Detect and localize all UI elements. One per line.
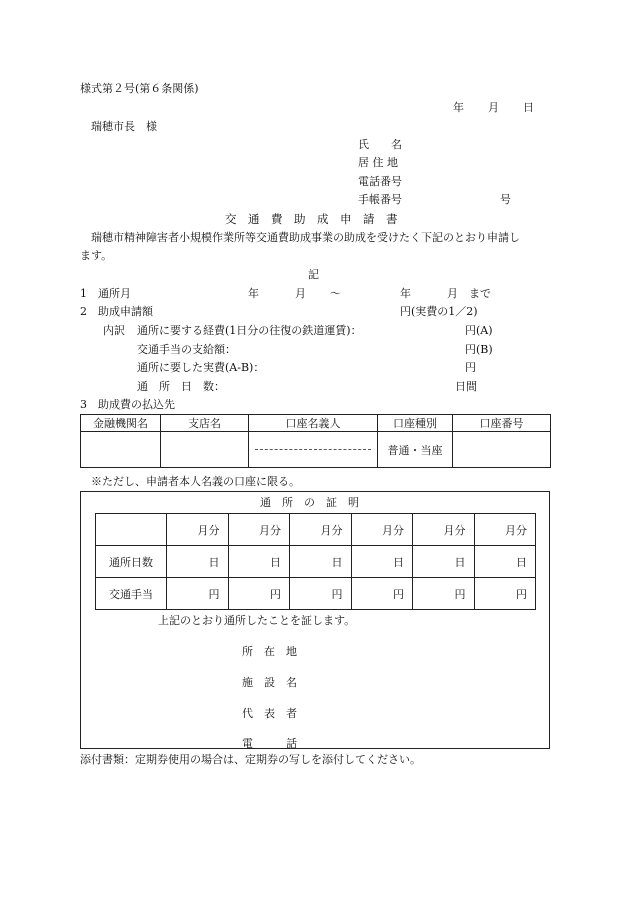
- month-header-cell: 月分: [167, 514, 229, 546]
- allowance-row-label: 交通手当: [96, 578, 167, 610]
- bank-holder-cell[interactable]: [249, 432, 378, 468]
- month-header-cell: 月分: [413, 514, 475, 546]
- facility-name-label: 施 設 名: [242, 676, 297, 689]
- form-title: 交 通 費 助 成 申 請 書: [225, 212, 398, 226]
- days-cell[interactable]: 日: [290, 546, 352, 578]
- bank-header-institution: 金融機関名: [81, 415, 161, 432]
- notebook-suffix: 号: [500, 193, 511, 206]
- item2-label: 2 助成申請額: [80, 305, 153, 318]
- item1-tilde: 〜: [330, 287, 341, 300]
- days-cell[interactable]: 日: [351, 546, 413, 578]
- form-id: 様式第２号(第６条関係): [80, 82, 199, 95]
- allowance-cell[interactable]: 円: [167, 578, 229, 610]
- facility-phone-label: 電 話: [242, 737, 297, 750]
- days-cell[interactable]: 日: [474, 546, 536, 578]
- bank-type-cell[interactable]: 普通・当座: [378, 432, 453, 468]
- intro-line-1: 瑞穂市精神障害者小規模作業所等交通費助成事業の助成を受けたく下記のとおり申請し: [91, 231, 520, 244]
- breakdown-row-unit: 円: [465, 361, 476, 374]
- item1-year2: 年: [400, 287, 411, 300]
- date-year: 年: [453, 101, 464, 114]
- bank-note: ※ただし、申請者本人名義の口座に限る。: [91, 475, 300, 488]
- item2-amount-note: 円(実費の1／2): [400, 305, 478, 318]
- date-day: 日: [523, 101, 534, 114]
- month-header-cell: 月分: [474, 514, 536, 546]
- certificate-table: [95, 513, 536, 610]
- allowance-cell[interactable]: 円: [474, 578, 536, 610]
- allowance-cell[interactable]: 円: [228, 578, 290, 610]
- applicant-phone-label: 電話番号: [358, 175, 402, 188]
- item3-label: 3 助成費の払込先: [80, 398, 175, 411]
- item1-month1: 月: [295, 287, 306, 300]
- breakdown-row-label: 通所に要する経費(1日分の往復の鉄道運賃)：: [137, 324, 362, 337]
- breakdown-row-unit: 日間: [455, 380, 477, 393]
- days-cell[interactable]: 日: [167, 546, 229, 578]
- intro-line-2: ます。: [80, 249, 113, 262]
- breakdown-row-unit: 円(B): [465, 343, 493, 356]
- breakdown-row-label: 通 所 日 数：: [137, 380, 225, 393]
- representative-label: 代 表 者: [242, 707, 297, 720]
- bank-header-holder: 口座名義人: [249, 415, 378, 432]
- bank-header-number: 口座番号: [453, 415, 551, 432]
- facility-address-label: 所 在 地: [242, 645, 297, 658]
- allowance-cell[interactable]: 円: [351, 578, 413, 610]
- month-header-cell: 月分: [228, 514, 290, 546]
- item1-month2: 月 まで: [447, 287, 491, 300]
- corner-cell: [96, 514, 167, 546]
- attachment-note: 添付書類：定期券使用の場合は、定期券の写しを添付してください。: [80, 753, 421, 766]
- month-header-cell: 月分: [290, 514, 352, 546]
- date-month: 月: [488, 101, 499, 114]
- item1-label: 1 通所月: [80, 287, 131, 300]
- days-row-label: 通所日数: [96, 546, 167, 578]
- breakdown-row-unit: 円(A): [465, 324, 493, 337]
- furigana-divider: [255, 449, 371, 450]
- addressee: 瑞穂市長 様: [91, 120, 157, 133]
- bank-institution-cell[interactable]: [81, 432, 161, 468]
- breakdown-row-label: 通所に要した実費(A-B)：: [137, 361, 265, 374]
- allowance-cell[interactable]: 円: [413, 578, 475, 610]
- days-cell[interactable]: 日: [413, 546, 475, 578]
- bank-number-cell[interactable]: [453, 432, 551, 468]
- bank-header-type: 口座種別: [378, 415, 453, 432]
- certificate-statement: 上記のとおり通所したことを証します。: [158, 614, 356, 627]
- bank-table: [80, 414, 551, 468]
- breakdown-row-label: 交通手当の支給額：: [137, 343, 236, 356]
- ki-label: 記: [308, 268, 319, 281]
- breakdown-prefix: 内訳: [103, 324, 125, 337]
- days-cell[interactable]: 日: [228, 546, 290, 578]
- item1-year1: 年: [248, 287, 259, 300]
- certificate-title: 通 所 の 証 明: [260, 496, 359, 509]
- bank-header-branch: 支店名: [161, 415, 249, 432]
- allowance-cell[interactable]: 円: [290, 578, 352, 610]
- applicant-name-label: 氏 名: [358, 138, 402, 151]
- applicant-notebook-label: 手帳番号: [358, 193, 402, 206]
- month-header-cell: 月分: [351, 514, 413, 546]
- applicant-address-label: 居 住 地: [358, 156, 398, 169]
- bank-branch-cell[interactable]: [161, 432, 249, 468]
